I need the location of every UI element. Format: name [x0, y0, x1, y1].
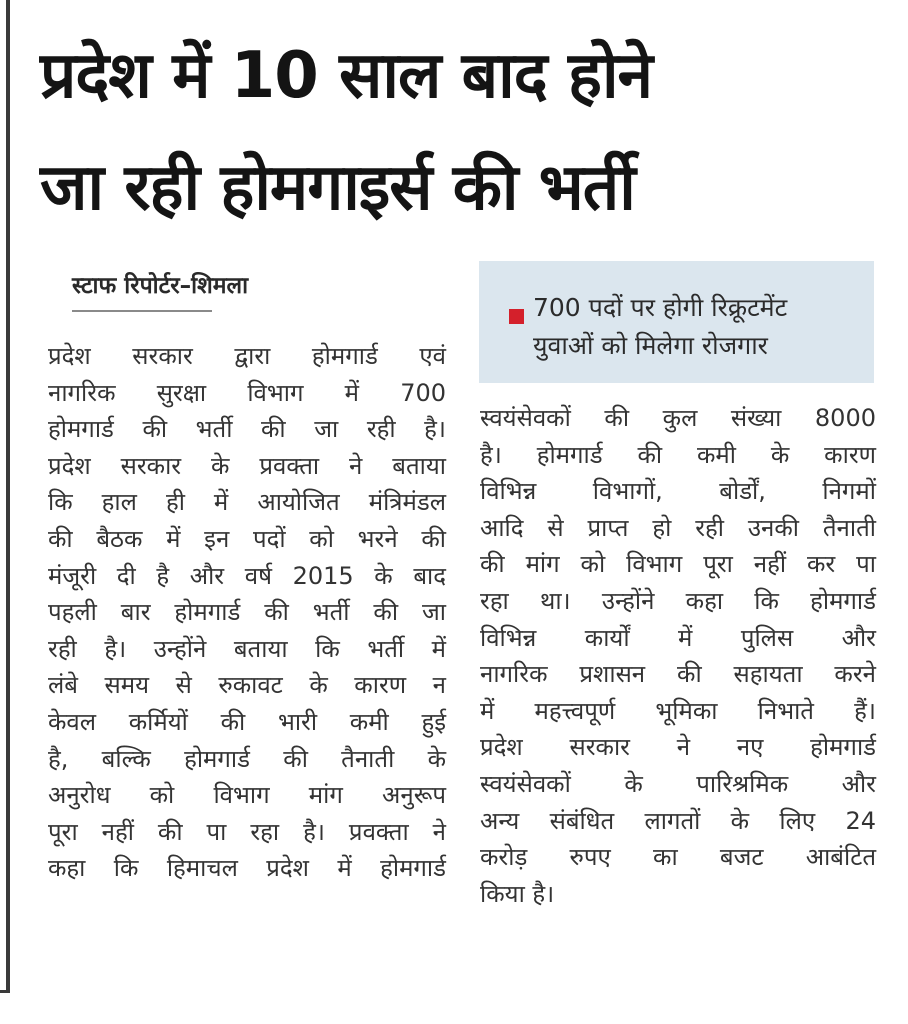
- body-line: पूरा नहीं की पा रहा है। प्रवक्ता ने: [48, 817, 446, 846]
- body-line: अन्य संबंधित लागतों के लिए 24: [480, 806, 876, 835]
- article-column-right: [480, 400, 876, 912]
- body-line: प्रदेश सरकार ने नए होमगार्ड: [480, 733, 876, 762]
- highlight-box: [479, 261, 874, 383]
- body-line: अनुरोध को विभाग मांग अनुरूप: [48, 781, 446, 810]
- body-line: रहा था। उन्होंने कहा कि होमगार्ड: [480, 586, 876, 615]
- body-line: केवल कर्मियों की भारी कमी हुई: [48, 707, 446, 736]
- bottom-border-rule: [0, 990, 10, 993]
- body-line: लंबे समय से रुकावट के कारण न: [48, 671, 446, 700]
- headline: [40, 20, 890, 244]
- body-line: है। होमगार्ड की कमी के कारण: [480, 440, 876, 469]
- body-line: कि हाल ही में आयोजित मंत्रिमंडल: [48, 488, 446, 517]
- left-border-rule: [6, 0, 10, 992]
- article-column-left: [48, 338, 446, 887]
- body-line: स्वयंसेवकों के पारिश्रमिक और: [480, 769, 876, 798]
- body-line: प्रदेश सरकार द्वारा होमगार्ड एवं: [48, 342, 446, 370]
- body-line: नागरिक सुरक्षा विभाग में 700: [48, 378, 446, 407]
- body-line: रही है। उन्होंने बताया कि भर्ती में: [48, 634, 446, 663]
- body-line: है, बल्कि होमगार्ड की तैनाती के: [48, 744, 446, 773]
- body-line: में महत्त्वपूर्ण भूमिका निभाते हैं।: [480, 696, 876, 725]
- body-line: नागरिक प्रशासन की सहायता करने: [480, 660, 876, 689]
- body-line: आदि से प्राप्त हो रही उनकी तैनाती: [480, 513, 876, 542]
- body-line: कहा कि हिमाचल प्रदेश में होमगार्ड: [48, 854, 446, 883]
- body-line: स्वयंसेवकों की कुल संख्या 8000: [480, 404, 876, 432]
- highlight-line: 700 पदों पर होगी रिक्रूटमेंट: [533, 293, 788, 322]
- byline: स्टाफ रिपोर्टर–शिमला: [72, 268, 212, 312]
- body-line: पहली बार होमगार्ड की भर्ती की जा: [48, 598, 446, 627]
- body-line: विभिन्न विभागों, बोर्डों, निगमों: [480, 477, 876, 506]
- body-line: मंजूरी दी है और वर्ष 2015 के बाद: [48, 561, 446, 590]
- headline-line: जा रही होमगाइर्स की भर्ती: [40, 151, 635, 225]
- highlight-line: युवाओं को मिलेगा रोजगार: [533, 331, 768, 360]
- body-line: करोड़ रुपए का बजट आबंटित: [480, 843, 876, 872]
- red-square-bullet-icon: [509, 309, 524, 324]
- body-line: होमगार्ड की भर्ती की जा रही है।: [48, 415, 446, 444]
- headline-line: प्रदेश में 10 साल बाद होने: [40, 39, 653, 113]
- body-line: विभिन्न कार्यों में पुलिस और: [480, 623, 876, 652]
- body-line: किया है।: [480, 879, 555, 908]
- body-line: की मांग को विभाग पूरा नहीं कर पा: [480, 550, 876, 579]
- body-line: प्रदेश सरकार के प्रवक्ता ने बताया: [48, 451, 446, 480]
- body-line: की बैठक में इन पदों को भरने की: [48, 524, 446, 553]
